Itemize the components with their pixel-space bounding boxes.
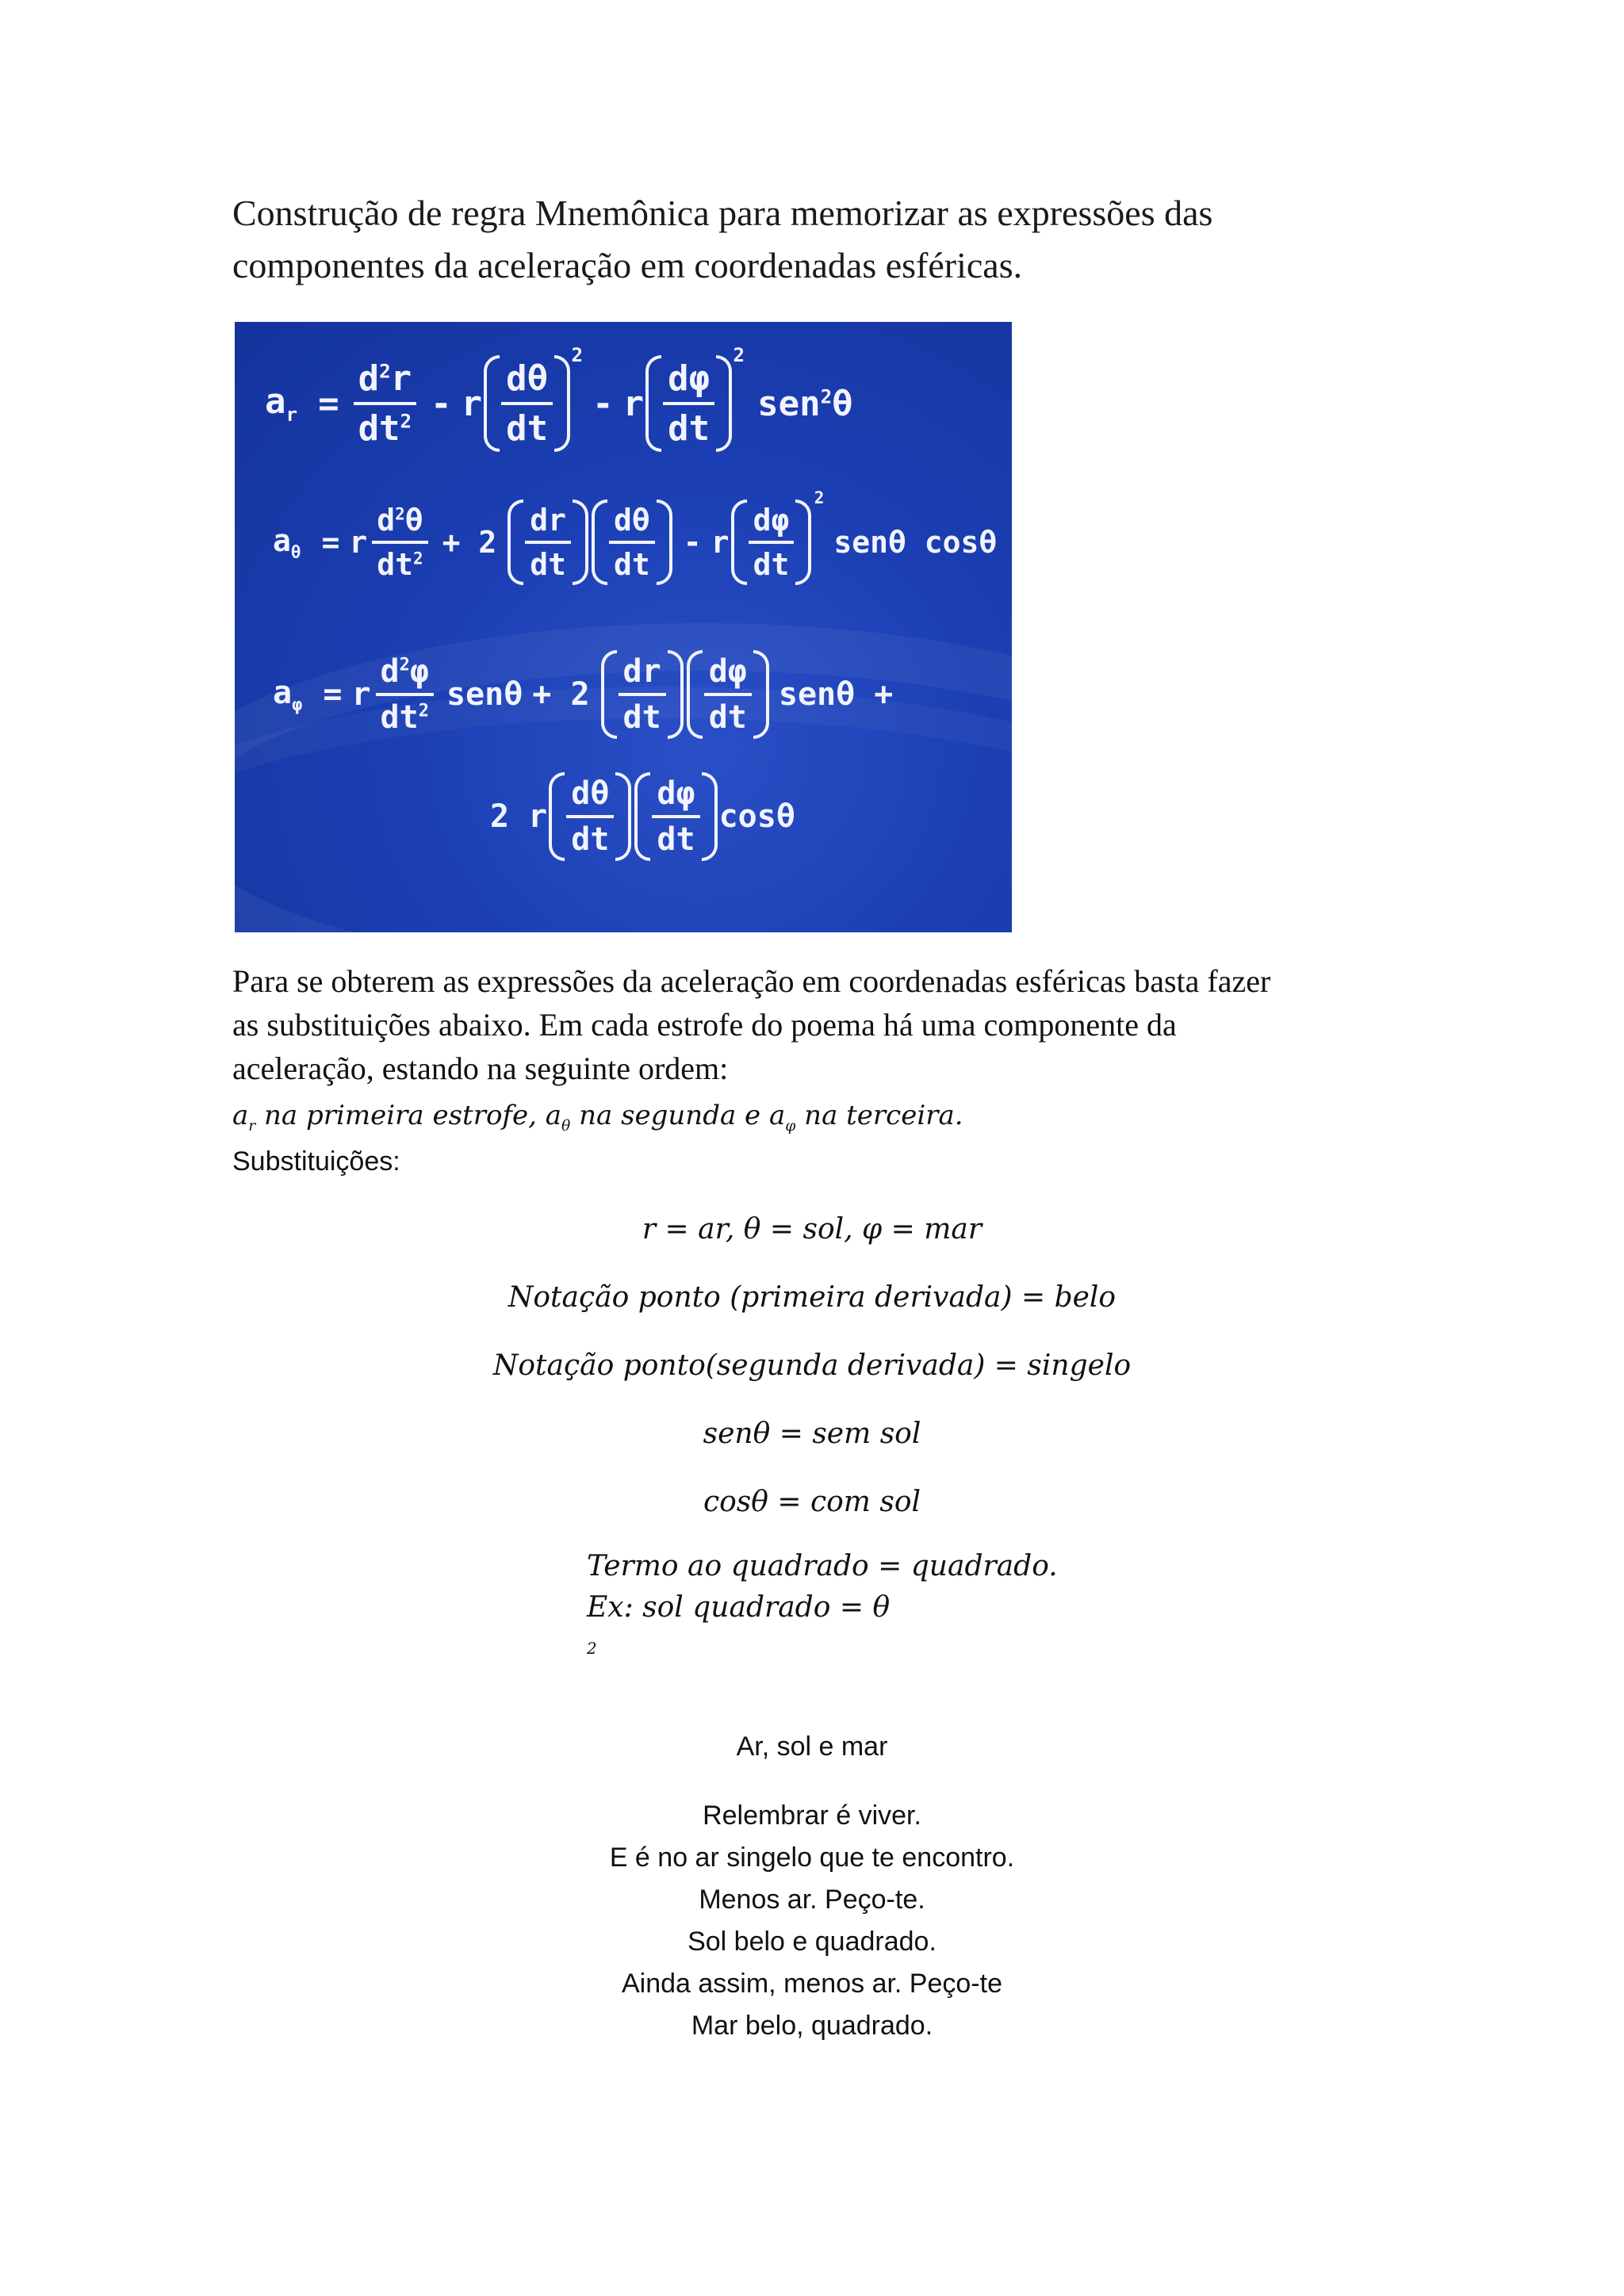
- poem-line: Mar belo, quadrado.: [691, 2011, 933, 2041]
- eq2-dr-paren: $\frac{dr}{dt}$: [508, 503, 588, 582]
- eq1-dtheta-paren: $\frac{d\theta}{dt}$ $^2$: [484, 358, 570, 449]
- eq2-dphi-paren: $\frac{d\varphi}{dt}$ $^2$: [731, 503, 812, 582]
- intro-paragraph: Para se obterem as expressões da aceleração em coordenadas esféricas basta fazer as substituições abaixo. Em cada estrofe do poema há uma componente da aceleração, estando na seguinte ordem:: [232, 963, 1271, 1086]
- equation-a-r: $a_r$ = $\frac{d^2r}{dt^2}$ - r $\frac{d\theta}{dt}$ $^2$ - r $\frac{d\varphi}{dt}$ $^2$ sen$^2$θ: [265, 344, 853, 449]
- substitution-second-derivative: Notação ponto(segunda derivada) = singelo: [492, 1349, 1132, 1382]
- component-order-line: $a_r$ na primeira estrofe, $a_\theta$ na segunda e $a_\varphi$ na terceira.: [232, 1100, 963, 1135]
- poem-line: Menos ar. Peço-te.: [699, 1885, 925, 1915]
- equations-image: [235, 322, 1012, 932]
- poem-line: Ainda assim, menos ar. Peço-te: [621, 1969, 1002, 1999]
- eq1-dphi-paren: $\frac{d\varphi}{dt}$ $^2$: [645, 358, 732, 449]
- eq1-second-derivative-fraction: $\frac{d^2r}{dt^2}$: [354, 358, 417, 449]
- poem-line: Relembrar é viver.: [703, 1800, 921, 1831]
- substitutions-label: Substituições:: [232, 1146, 400, 1177]
- eq2-second-derivative-fraction: $\frac{d^2\theta}{dt^2}$: [372, 503, 427, 582]
- eq3-dr-paren: $\frac{dr}{dt}$: [601, 653, 684, 736]
- eq4-dphi-paren: $\frac{d\varphi}{dt}$: [634, 775, 717, 858]
- poem-line: E é no ar singelo que te encontro.: [609, 1843, 1015, 1873]
- title-line-2: componentes da aceleração em coordenadas esféricas.: [232, 245, 1023, 285]
- eq4-dtheta-paren: $\frac{d\theta}{dt}$: [549, 775, 631, 858]
- eq1-sin-squared: sen$^2$θ: [757, 383, 853, 424]
- substitution-sine: senθ = sem sol: [703, 1418, 921, 1450]
- poem-line: Sol belo e quadrado.: [688, 1927, 936, 1957]
- substitution-cosine: cosθ = com sol: [703, 1486, 921, 1518]
- eq2-lhs: $a_\theta$: [273, 522, 301, 562]
- substitution-variables: r = ar, θ = sol, φ = mar: [642, 1213, 982, 1246]
- poem-title: Ar, sol e mar: [736, 1732, 888, 1762]
- eq3-lhs: $a_\varphi$: [273, 674, 303, 715]
- document-title: [232, 187, 1438, 292]
- equation-a-theta: $a_\theta$ = r $\frac{d^2\theta}{dt^2}$ + 2 $\frac{dr}{dt}$ $\frac{d\theta}{dt}$ - r $\frac{d\varphi}{dt}$ $^2$ senθ cosθ: [273, 488, 998, 582]
- equation-a-phi-continuation: 2 r $\frac{d\theta}{dt}$ $\frac{d\varphi}{dt}$ cosθ: [490, 775, 795, 858]
- equation-a-phi: $a_\varphi$ = r $\frac{d^2\varphi}{dt^2}$ senθ + 2 $\frac{dr}{dt}$ $\frac{d\varphi}{dt}$ senθ +: [273, 653, 894, 736]
- substitution-first-derivative: Notação ponto (primeira derivada) = belo: [508, 1281, 1116, 1314]
- substitution-square-example: Termo ao quadrado = quadrado. Ex: sol quadrado = θ $^2$: [587, 1550, 1058, 1658]
- eq2-sin-cos: senθ cosθ: [833, 525, 998, 560]
- eq3-dphi-paren: $\frac{d\varphi}{dt}$: [687, 653, 769, 736]
- eq1-lhs: $a_r$: [265, 381, 298, 426]
- poem-body: [0, 1795, 1624, 2047]
- eq3-second-derivative-fraction: $\frac{d^2\varphi}{dt^2}$: [376, 653, 434, 736]
- eq2-dtheta-paren: $\frac{d\theta}{dt}$: [592, 503, 672, 582]
- title-line-1: Construção de regra Mnemônica para memorizar as expressões das: [232, 193, 1213, 233]
